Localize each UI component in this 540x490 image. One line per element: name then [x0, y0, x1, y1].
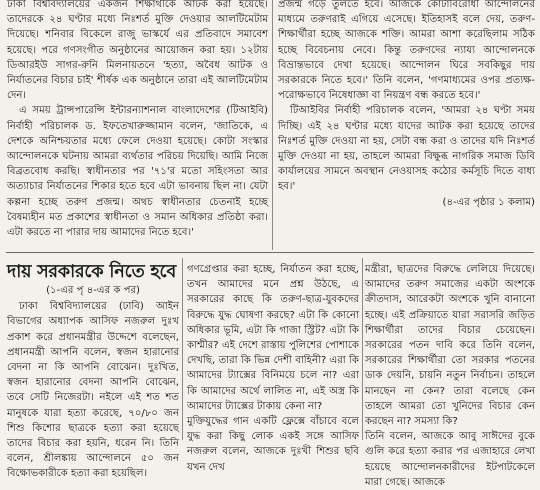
article-byline: (১-এর পৃ ৪-এর ক পর): [46, 285, 140, 296]
article-column-3: [365, 262, 535, 488]
column-divider-top: [272, 0, 273, 250]
top-right-paragraph-2: টিআইবির নির্বাহী পরিচালক বলেন, 'আমরা ২৪ ঘণ্টা সময় দিচ্ছি। এই ২৪ ঘণ্টার মধ্যে যাদের আটক করা হয়েছে তাদের নিঃশর্ত মুক্তি দেওয়া না হয়, সেটা বন্ধ করা ও তাদের যদি নিঃশর্ত মুক্তি দেওয়া না হয়, তাহলে আমরা বিক্ষুব্ধ নাগরিক সমাজ ডিবি কার্যালয়ের সামনে অবস্থান নেওয়াসহ কঠোর কর্মসূচি দিতে বাধ্য হব।': [278, 105, 535, 193]
top-left-column: [7, 0, 268, 246]
column-divider-bottom-left: [182, 258, 183, 440]
continuation-note: (৪-এর পৃষ্ঠার ১ কলাম): [442, 196, 535, 208]
article-column-1: [7, 260, 179, 480]
top-right-column: [278, 0, 535, 246]
top-right-paragraph-1: প্রজন্ম গড়ে তুলতে হবে। আজকে কোটাবিরোধী আন্দোলনের মাধ্যমে তরুণরাই এগিয়ে এসেছে। ইতিহাসই বলে দেয়, তরুণ-শিক্ষার্থীরা হচ্ছে আজকে শক্তি। আমরা আশা করেছিলাম সঠিক হচ্ছে বিবেচনায় নেবে। কিন্তু তরুণদের ন্যায্য আন্দোলনকে বিভ্রান্তভাবে দেখা হয়েছে। আন্দোলন ঘিরে সবকিছুর দায় সরকারকে নিতে হবে।' তিনি বলেন, 'গণমাধ্যমের ওপর প্রত্যক্ষ-পরোক্ষভাবে নিষেধাজ্ঞা বা নিয়ন্ত্রণ বন্ধ করতে হবে।': [278, 0, 535, 102]
article-headline: দায় সরকারকে নিতে হবে: [7, 262, 177, 282]
article-column-2: [187, 262, 359, 473]
article-col2-text: গণগ্রেপ্তার করা হচ্ছে, নির্যাতন করা হচ্ছে, তখন আমাদের মনে প্রশ্ন উঠছে, এ সরকারের কাছে কি তরুণ-ছাত্র-যুবকদের বিরুদ্ধে যুদ্ধ ঘোষণা করছে? এটা কি কোনো অধিকার ভূমি, এটা কি গাজা স্ট্রিট? এটা কি কাশ্মীর? এই দেশে রাস্তায় পুলিশের পোশাকে দেখছি, তারা কি ভিন্ন দেশী বাহিনী? এরা কি আমাদের ট্যাক্সের বিনিময়ে চলে না? এরা কি আমাদের অর্থে লালিত না, এই অস্ত্র কি আমাদের ট্যাক্সের টাকায় কেনা না? মুক্তিযুদ্ধের গান একটি ফ্লেক্সে বাঁচাবে বলে যুদ্ধ করা কিছু লোক একই সঙ্গে আসিফ নজরুল বলেন, আজকে দুঃখী শিশুর ছবি যখন দেখ: [187, 264, 359, 473]
section-divider: [6, 252, 534, 253]
top-left-paragraph-2: এ সময় ট্রান্সপারেন্সি ইন্টারন্যাশনাল বাংলাদেশের (টিআইবি) নির্বাহী পরিচালক ড. ইফতেখারুজ্জামান বলেন, 'জাতিকে, এ দেশকে অনিশ্চয়তার মধ্যে ফেলে দেওয়া হয়েছে। কোটা সংস্কার আন্দোলনকে ঘটনায় আমরা ব্যর্থতার পরিচয় দিয়েছি। আমি নিজে বিব্রতবোধ করছি। স্বাধীনতার পর '৭১'র মতো সহিংসতা আর অত্যাচার নির্যাতনের শিকার হতে হবে এটা ভাবনায় ছিল না। যেটা কল্পনা হচ্ছে তরুণ প্রজন্ম। অথচ স্বাধীনতার চেতনাই হচ্ছে বৈষম্যহীন মত প্রকাশের স্বাধীনতা ও সমান অধিকার প্রতিষ্ঠা করা। এটা করতে না পারার দায় আমাদের নিতে হবে।': [7, 105, 268, 239]
article-col3-text: মন্ত্রীরা, ছাত্রদের বিরুদ্ধে লেলিয়ে দিয়েছে। আমাদের তরুণ সমাজের একটা অংশকে ক্রীতদাস, আরেকটা অংশকে খুনি বানানো হচ্ছে। এই প্রক্রিয়াতে যারা সরাসরি জড়িত শিক্ষার্থীরা তাদের বিচার চেয়েছেন। সরকারের পতন দাবি করে তিনি বলেন, সরকারের শিক্ষার্থীরা তো সরকার পতনের ডাক দেয়নি, চায়নি নতুন নির্বাচন। তাহলে মানছেন না কেন? তারা বলেছে কেন তাহলে আমরা তো খুনিদের বিচার কেন করছেন না? সমস্যা কি? তিনি বলেন, আজকে আবু সাঈদের বুকে গুলি করে হত্যা করার পর এজাহারে লেখা হয়েছে আন্দোলনকারীদের ইটপাটকেলে মারা গেছে। আজকে: [365, 264, 535, 488]
article-col1-text: ঢাকা বিশ্ববিদ্যালয়ের (ঢাবি) আইন বিভাগের অধ্যাপক আসিফ নজরুল দুঃখ প্রকাশ করে প্রধানমন্ত্রীর উদ্দেশে বলেছেন, প্রধানমন্ত্রী আপনি বলেন, স্বজন হারানোর বেদনা না কি আপনি বোঝেন। দুঃখিত, স্বজন হারানোর বেদনা আপনি বোঝেন, তবে সেটি নিজেরটা। নইলে এই শত শত মানুষকে যারা হত্যা করেছে, ৭০/৮০ জন শিশু কিশোর ছাত্রকে হত্যা করা হয়েছে তাদের বিচার করা হয়নি, ধরেন নি। তিনি বলেন, শ্রীলঙ্কায় আন্দোলনে ৫০ জন বিক্ষোভকারীকে হত্যা করা হয়েছিল।: [7, 301, 179, 480]
top-left-paragraph-1: ঢাকা বিশ্ববিদ্যালয়ের একজন শিক্ষার্থীকে আটক করা হয়েছে। তাদেরকে ২৪ ঘণ্টার মধ্যে নিঃশর্ত মুক্তি দেওয়ার আলটিমেটাম দিয়েছে। শনিবার বিকেলে রাজু ভাস্কর্যে এর প্রতিবাদে সমাবেশ হয়েছে। পরে গণসংগীত অনুষ্ঠানের আয়োজন করা হয়। ১২টায় ডিআরইউ সাগর-রুনি মিলনায়তনে 'হত্যা, অবৈধ আটক ও নির্যাতনের বিচার চাই' শীর্ষক এক অনুষ্ঠানে তারা এই আলটিমেটাম দেন।: [7, 0, 268, 102]
column-divider-bottom-right: [362, 258, 363, 440]
